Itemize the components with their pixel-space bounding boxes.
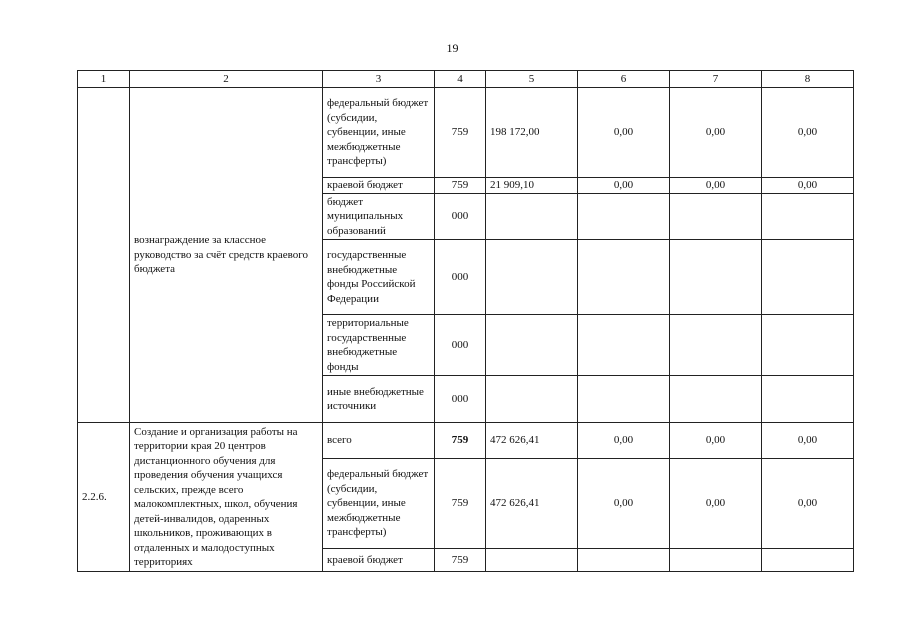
value-col-7 (670, 549, 762, 572)
value-col-7 (670, 315, 762, 376)
budget-table (77, 70, 854, 572)
funding-source: краевой бюджет (323, 178, 435, 194)
table-row (78, 423, 854, 459)
header-col-7: 7 (670, 71, 762, 88)
header-col-5: 5 (486, 71, 578, 88)
funding-source: федеральный бюджет (субсидии, субвенции, иные межбюджетные трансферты) (323, 459, 435, 549)
header-row (78, 71, 854, 88)
value-col-8: 0,00 (762, 423, 854, 459)
value-col-5: 472 626,41 (486, 423, 578, 459)
budget-code: 000 (435, 240, 486, 315)
value-col-5: 198 172,00 (486, 88, 578, 178)
value-col-8 (762, 549, 854, 572)
funding-source: краевой бюджет (323, 549, 435, 572)
value-col-6: 0,00 (578, 88, 670, 178)
item-number: 2.2.6. (78, 423, 130, 572)
budget-code: 000 (435, 315, 486, 376)
value-col-6 (578, 315, 670, 376)
value-col-5 (486, 549, 578, 572)
header-col-4: 4 (435, 71, 486, 88)
budget-code: 759 (435, 549, 486, 572)
value-col-6: 0,00 (578, 178, 670, 194)
value-col-7: 0,00 (670, 178, 762, 194)
budget-code: 759 (435, 88, 486, 178)
header-col-2: 2 (130, 71, 323, 88)
value-col-8: 0,00 (762, 178, 854, 194)
budget-code: 759 (435, 423, 486, 459)
value-col-8 (762, 315, 854, 376)
funding-source: иные внебюджетные источники (323, 376, 435, 423)
funding-source: бюджет муниципальных образований (323, 194, 435, 240)
funding-source: федеральный бюджет (субсидии, субвенции, иные межбюджетные трансферты) (323, 88, 435, 178)
value-col-6 (578, 240, 670, 315)
value-col-5 (486, 240, 578, 315)
value-col-7: 0,00 (670, 88, 762, 178)
value-col-8 (762, 376, 854, 423)
value-col-6 (578, 376, 670, 423)
header-col-3: 3 (323, 71, 435, 88)
value-col-8: 0,00 (762, 459, 854, 549)
value-col-7: 0,00 (670, 459, 762, 549)
value-col-6: 0,00 (578, 423, 670, 459)
value-col-7 (670, 194, 762, 240)
item-name: Создание и организация работы на территории края 20 центров дистанционного обучения для проведения обучения учащихся сельских, прежде всего малокомплектных, школ, обучения детей-инвалидов, одаренных школьников, проживающих в отдаленных и малодоступных территориях (130, 423, 323, 572)
item-number (78, 88, 130, 423)
value-col-8: 0,00 (762, 88, 854, 178)
header-col-6: 6 (578, 71, 670, 88)
budget-code: 759 (435, 459, 486, 549)
funding-source: государственные внебюджетные фонды Российской Федерации (323, 240, 435, 315)
page-number: 19 (446, 41, 459, 55)
header-col-1: 1 (78, 71, 130, 88)
value-col-7: 0,00 (670, 423, 762, 459)
value-col-6 (578, 549, 670, 572)
value-col-7 (670, 376, 762, 423)
value-col-6: 0,00 (578, 459, 670, 549)
value-col-5 (486, 194, 578, 240)
value-col-5: 21 909,10 (486, 178, 578, 194)
value-col-5 (486, 376, 578, 423)
budget-code: 000 (435, 376, 486, 423)
table-row (78, 88, 854, 178)
value-col-5: 472 626,41 (486, 459, 578, 549)
item-name: вознаграждение за классное руководство за счёт средств краевого бюджета (130, 88, 323, 423)
value-col-8 (762, 194, 854, 240)
funding-source: территориальные государственные внебюджетные фонды (323, 315, 435, 376)
value-col-7 (670, 240, 762, 315)
value-col-5 (486, 315, 578, 376)
header-col-8: 8 (762, 71, 854, 88)
budget-code: 000 (435, 194, 486, 240)
budget-code: 759 (435, 178, 486, 194)
value-col-6 (578, 194, 670, 240)
funding-source: всего (323, 423, 435, 459)
value-col-8 (762, 240, 854, 315)
